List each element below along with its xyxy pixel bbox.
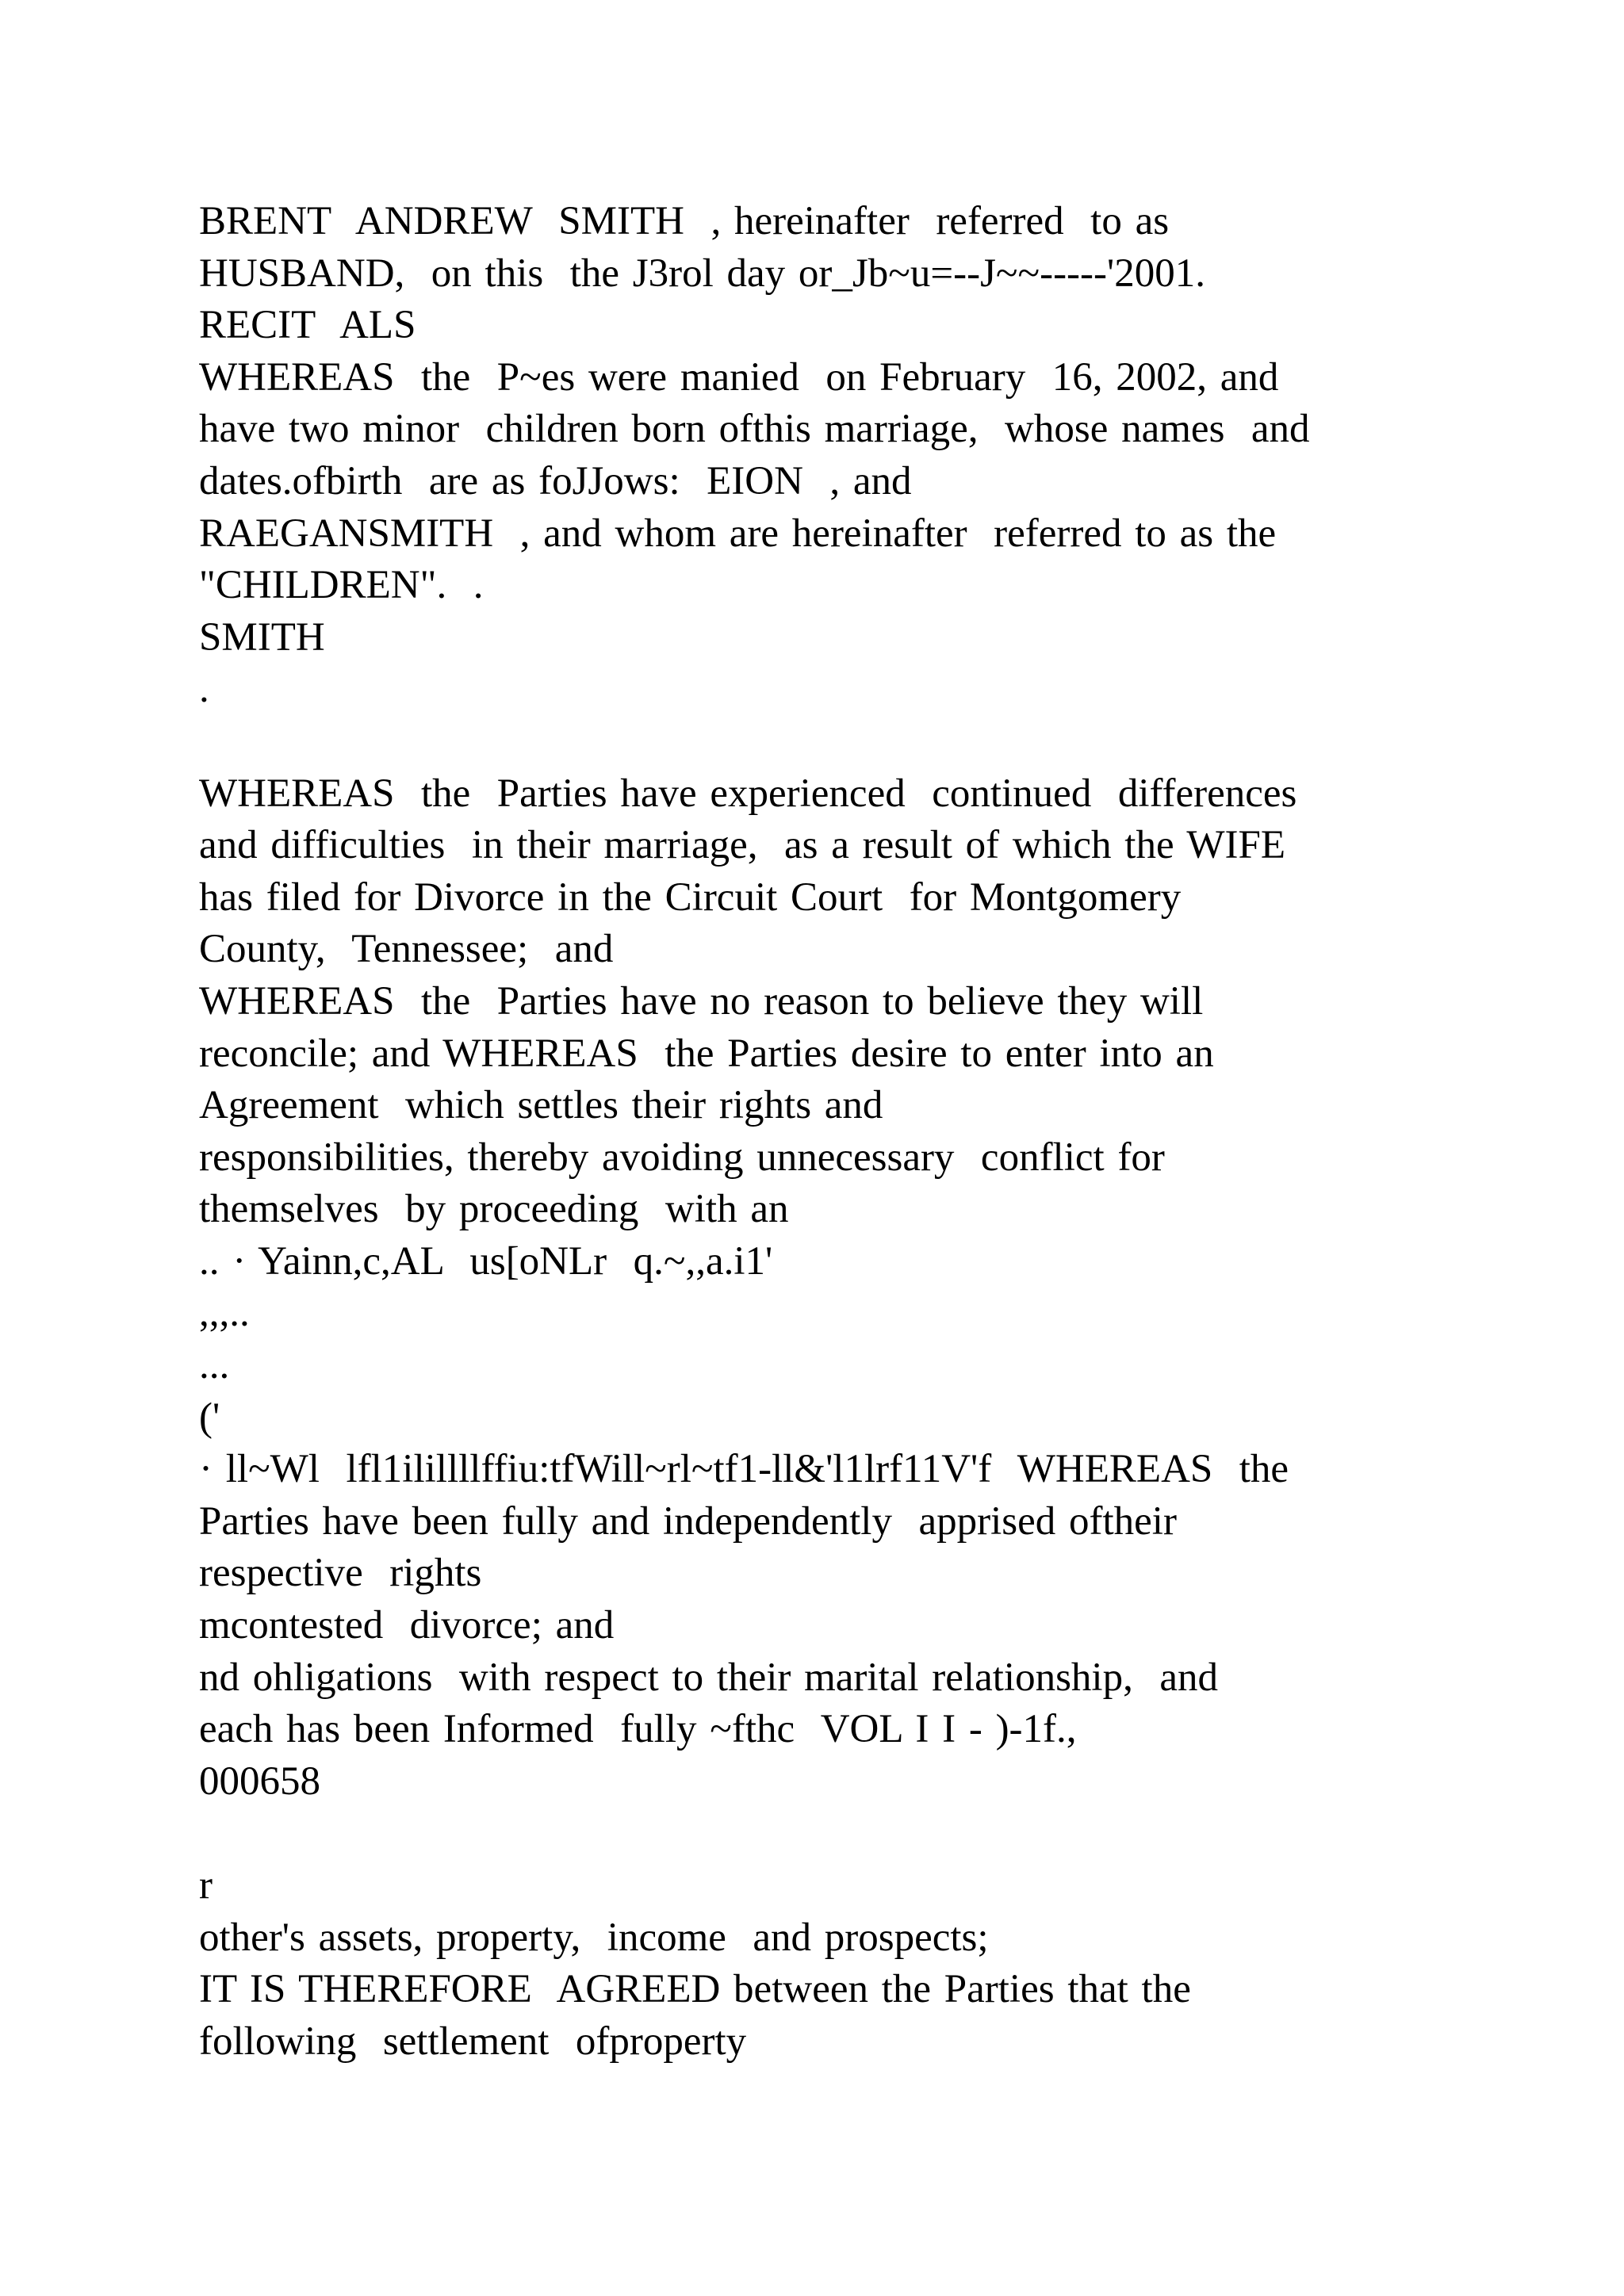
blank-line (199, 716, 1515, 768)
text-line: have two minor children born ofthis marriage, whose names and (199, 407, 1310, 452)
text-line: themselves by proceeding with an (199, 1187, 789, 1232)
text-line: · ll~Wl lfl1ilillllffiu:tfWill~rl~tf1-ll&'l1lrf11V'f WHEREAS the (199, 1447, 1289, 1492)
text-line: other's assets, property, income and prospects; (199, 1915, 989, 1960)
text-line: WHEREAS the Parties have no reason to believe they will (199, 978, 1204, 1024)
text-line: "CHILDREN". . (199, 563, 484, 608)
text-line: ... (199, 1343, 230, 1388)
text-line: has filed for Divorce in the Circuit Court for Montgomery (199, 874, 1182, 920)
blank-line (199, 1808, 1515, 1860)
text-line: following settlement ofproperty (199, 2019, 747, 2064)
text-line: IT IS THEREFORE AGREED between the Parties that the (199, 1967, 1191, 2012)
text-line: reconcile; and WHEREAS the Parties desire to enter into an (199, 1031, 1214, 1076)
text-line: RAEGANSMITH , and whom are hereinafter referred to as the (199, 511, 1277, 556)
text-line: responsibilities, thereby avoiding unnecessary conflict for (199, 1135, 1165, 1180)
text-line: Agreement which settles their rights and (199, 1083, 883, 1128)
text-line: mcontested divorce; and (199, 1603, 615, 1648)
text-line: r (199, 1863, 213, 1908)
text-line: dates.ofbirth are as foJJows: EION , and (199, 458, 912, 503)
text-line: . (199, 667, 209, 712)
section-heading: RECIT ALS (199, 303, 416, 348)
text-line: SMITH (199, 614, 325, 660)
text-line: respective rights (199, 1551, 482, 1596)
page-number: 000658 (199, 1758, 320, 1804)
text-line: BRENT ANDREW SMITH , hereinafter referred to as (199, 199, 1170, 243)
text-line: (' (199, 1395, 220, 1440)
text-line: HUSBAND, on this the J3rol day or_Jb~u=--J~~-----'2001. (199, 251, 1205, 296)
text-line: Parties have been fully and independently apprised oftheir (199, 1498, 1177, 1544)
document-text (199, 196, 1515, 2068)
text-line: nd ohligations with respect to their marital relationship, and (199, 1655, 1218, 1700)
text-line: ,,,.. (199, 1291, 250, 1336)
text-line: WHEREAS the Parties have experienced continued differences (199, 771, 1297, 816)
text-line: .. · Yainn,c,AL us[oNLr q.~,,a.i1' (199, 1238, 773, 1284)
text-line: County, Tennessee; and (199, 927, 614, 972)
text-line: each has been Informed fully ~fthc VOL I I - )-1f., (199, 1707, 1077, 1752)
text-line: WHEREAS the P~es were manied on February 16, 2002, and (199, 354, 1279, 400)
text-line: and difficulties in their marriage, as a result of which the WIFE (199, 823, 1286, 868)
